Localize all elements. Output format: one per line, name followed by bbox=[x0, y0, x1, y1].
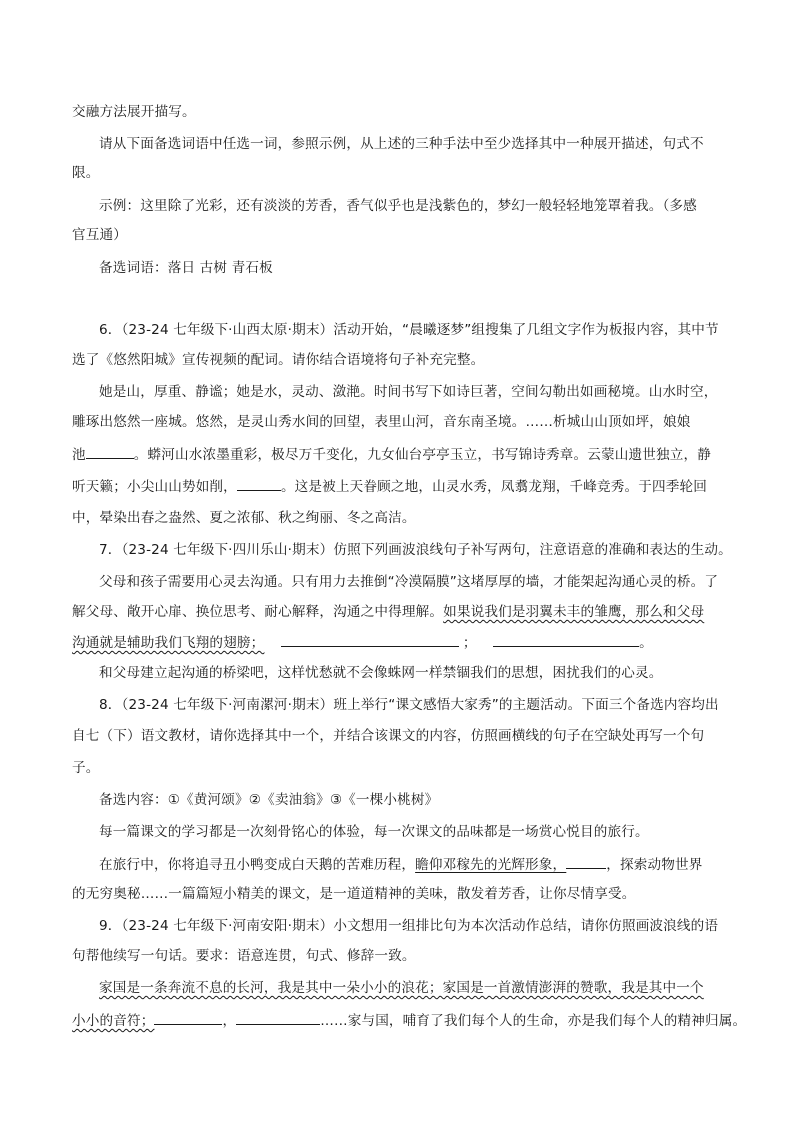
intro-example-line-2: 官互通） bbox=[72, 227, 127, 243]
q6-title-line-1: 6．（23-24 七年级下·山西太原·期末）活动开始，“晨曦逐梦”组搜集了几组文字作为板报内容，其中节 bbox=[99, 322, 719, 338]
q6-title-line-2: 选了《悠然阳城》宣传视频的配词。请你结合语境将句子补充完整。 bbox=[72, 352, 485, 368]
intro-line-2: 请从下面备选词语中任选一词，参照示例，从上述的三种手法中至少选择其中一种展开描述，句式不 bbox=[99, 136, 704, 152]
q8-answer-blank[interactable] bbox=[566, 854, 606, 869]
q8-passage-line-2 bbox=[99, 854, 703, 875]
q7-wavy-sentence: 如果说我们是羽翼未丰的雏鹰，那么和父母 bbox=[443, 604, 705, 620]
q9-wavy-sentence-end: 小小的音符； bbox=[72, 1013, 155, 1029]
intro-line-3: 限。 bbox=[72, 165, 100, 181]
q8-title-line-1: 8．（23-24 七年级下·河南漯河·期末）班上举行“课文感悟大家秀”的主题活动。下面三个备选内容均出 bbox=[99, 697, 719, 713]
q9-title-line-1: 9．（23-24 七年级下·河南安阳·期末）小文想用一组排比句为本次活动作总结，请你仿照画波浪线的语 bbox=[99, 918, 719, 934]
q6-passage-line-5: 中，晕染出春之盎然、夏之浓郁、秋之绚丽、冬之高洁。 bbox=[72, 510, 416, 526]
q9-wavy-sentence-text: 家国是一条奔流不息的长河，我是其中一朵小小的浪花；家国是一首激情澎湃的赞歌，我是其中一个 bbox=[99, 980, 704, 996]
q6-passage-line-3 bbox=[72, 444, 711, 465]
q8-passage-line-1: 每一篇课文的学习都是一次刻骨铭心的体验，每一次课文的品味都是一场赏心悦目的旅行。 bbox=[99, 824, 649, 840]
q6-passage-line-2: 雕琢出悠然一座城。悠然，是灵山秀水间的回望，表里山河，音东南圣境。……析城山山顶如坪，娘娘 bbox=[72, 414, 691, 430]
q8-title-line-3: 子。 bbox=[72, 760, 100, 776]
q6-text: 听天籁；小尖山山势如削， bbox=[72, 479, 237, 495]
q7-passage-line-3 bbox=[72, 632, 653, 653]
q7-text: ； bbox=[462, 635, 477, 651]
q9-title-line-2: 句帮他续写一句话。要求：语意连贯，句式、修辞一致。 bbox=[72, 948, 416, 964]
q9-text: ……家与国，哺育了我们每个人的生命，亦是我们每个人的精神归属。 bbox=[320, 1013, 747, 1029]
q6-answer-blank-1[interactable] bbox=[86, 444, 134, 459]
q6-answer-blank-2[interactable] bbox=[237, 476, 281, 491]
q7-text: 解父母、敞开心扉、换位思考、耐心解释，沟通之中得理解。 bbox=[72, 604, 444, 620]
q7-passage-line-2 bbox=[72, 602, 704, 622]
q8-text: 在旅行中，你将追寻丑小鸭变成白天鹅的苦难历程， bbox=[99, 857, 416, 873]
intro-line-1: 交融方法展开描写。 bbox=[72, 104, 196, 120]
q6-passage-line-4 bbox=[72, 476, 707, 497]
intro-word-options: 备选词语：落日 古树 青石板 bbox=[99, 260, 273, 276]
q7-answer-blank-1[interactable] bbox=[281, 632, 459, 647]
q8-options: 备选内容：①《黄河颂》②《卖油翁》③《一棵小桃树》 bbox=[99, 792, 439, 808]
q8-passage-line-3: 的无穷奥秘……一篇篇短小精美的课文，是一道道精神的美味，散发着芳香，让你尽情享受。 bbox=[72, 886, 636, 902]
q8-title-line-2: 自七（下）语文教材，请你选择其中一个，并结合该课文的内容，仿照画横线的句子在空缺处再写一个句 bbox=[72, 728, 705, 744]
q8-text: ，探索动物世界 bbox=[606, 857, 703, 873]
intro-example-line: 示例：这里除了光彩，还有淡淡的芳香，香气似乎也是浅紫色的，梦幻一般轻轻地笼罩着我。（多感 bbox=[99, 198, 697, 214]
q8-underlined-sentence: 瞻仰邓稼先的光辉形象， bbox=[415, 857, 567, 873]
q7-passage-line-4: 和父母建立起沟通的桥梁吧，这样忧愁就不会像蛛网一样禁锢我们的思想，困扰我们的心灵。 bbox=[99, 665, 663, 681]
q7-answer-blank-2[interactable] bbox=[493, 632, 639, 647]
q7-title-line: 7．（23-24 七年级下·四川乐山·期末）仿照下列画波浪线句子补写两句，注意语意的准确和表达的生动。 bbox=[99, 542, 732, 558]
q9-wavy-sentence bbox=[99, 978, 704, 998]
q6-text: 。蟒河山水浓墨重彩，极尽万千变化，九女仙台亭亭玉立，书写锦诗秀章。云蒙山遗世独立，静 bbox=[133, 447, 711, 463]
q7-passage-line-1: 父母和孩子需要用心灵去沟通。只有用力去推倒“冷漠隔膜”这堵厚厚的墙，才能架起沟通心灵的桥。了 bbox=[99, 574, 719, 590]
q6-text: 池 bbox=[72, 447, 86, 463]
q7-text: 。 bbox=[639, 635, 653, 651]
q9-answer-blank-2[interactable] bbox=[236, 1010, 320, 1025]
q9-text: ， bbox=[222, 1013, 237, 1029]
q9-answer-blank-1[interactable] bbox=[154, 1010, 222, 1025]
q6-passage-line-1: 她是山，厚重、静谧；她是水，灵动、潋滟。时间书写下如诗巨著，空间勾勒出如画秘境。山水时空， bbox=[99, 384, 718, 400]
q9-passage-line-2 bbox=[72, 1010, 746, 1031]
q7-wavy-sentence: 沟通就是辅助我们飞翔的翅膀； bbox=[72, 635, 265, 651]
q6-text: 。这是被上天眷顾之地，山灵水秀，凤翥龙翔，千峰竞秀。于四季轮回 bbox=[280, 479, 707, 495]
